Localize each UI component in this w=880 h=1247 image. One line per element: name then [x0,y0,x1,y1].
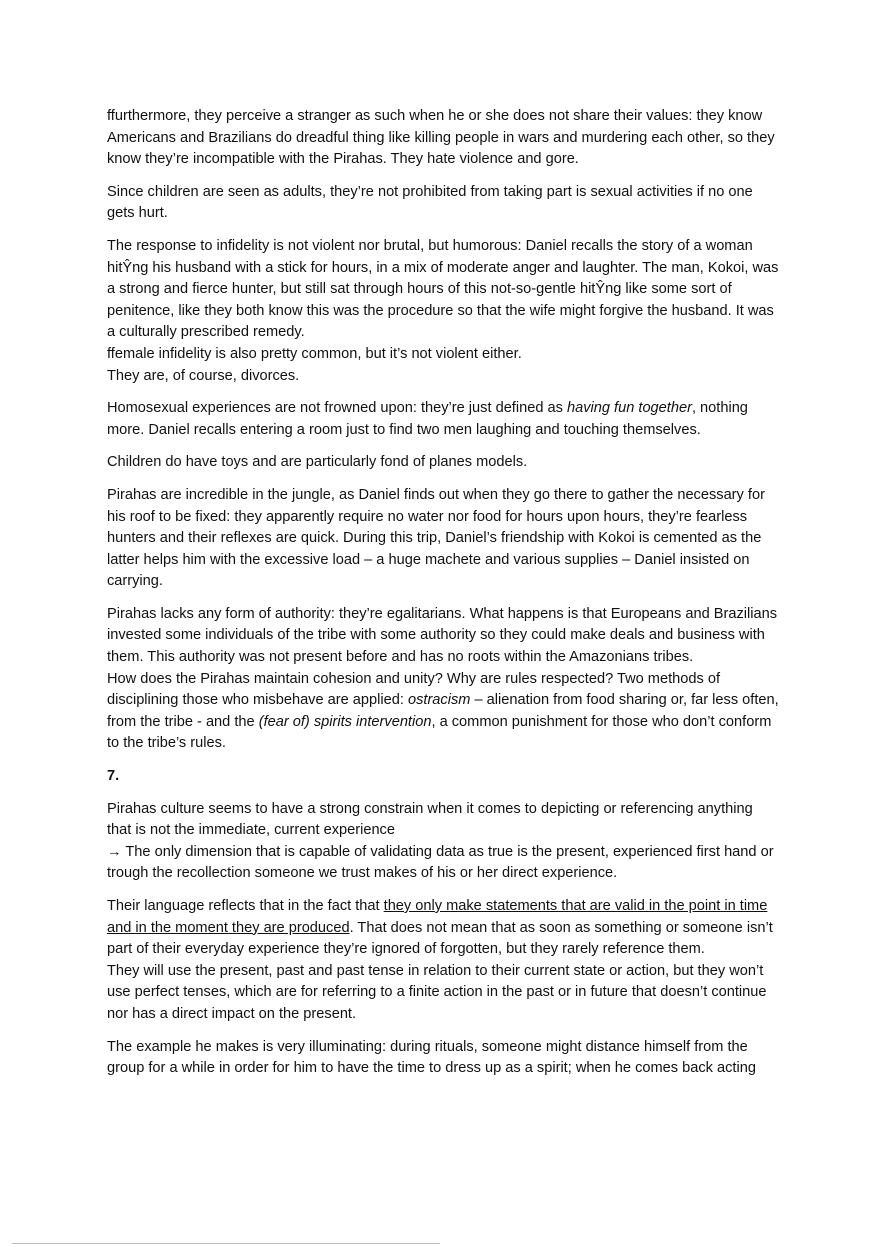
paragraph-jungle: Pirahas are incredible in the jungle, as Daniel finds out when they go there to gather the necessary for his roof to be fixed: they apparently require no water nor food for hours upon hours, they’re fearless hunters and their reflexes are quick. During this trip, Daniel’s friendship with Kokoi is cemented as the latter helps him with the excessive load – a huge machete and various supplies – Daniel insisted on carrying. [107,486,765,590]
ostracism-italic: ostracism [407,692,471,709]
discipline-text-b: – alienation from food sharing or, far less often, from the tribe - and the [107,692,779,730]
language-text [107,896,779,961]
paragraph-toys: Children do have toys and are particularly fond of planes models. [107,454,528,471]
paragraph-rituals: The example he makes is very illuminating: during rituals, someone might distance himself from the group for a while in order for him to have the time to dress up as a spirit; when he comes back acting [107,1038,756,1077]
language-text-b: . That does not mean that as soon as something or someone isn’t part of their everyday experience they’re ignored of forgotten, but they rarely reference them. [107,919,773,958]
language-text-a: Their language reflects that in the fact that [107,898,384,914]
discipline-text [107,669,779,755]
paragraph-authority [107,604,779,755]
present-experience-text: Pirahas culture seems to have a strong constrain when it comes to depicting or referencing anything that is not the immediate, current experience [107,800,753,839]
paragraph-homosexual [107,398,779,441]
document-body [107,106,779,1091]
homosexual-text-a: Homosexual experiences are not frowned upon: they’re just defined as [107,400,567,417]
discipline-text-c: , a common punishment for those who don’t conform to the tribe’s rules. [107,713,772,752]
spirits-italic: (fear of) spirits intervention [258,713,432,730]
paragraph-infidelity [107,236,779,387]
validation-text [107,842,779,885]
paragraph-strangers: ffurthermore, they perceive a stranger as such when he or she does not share their values: they know Americans and Brazilians do dreadful thing like killing people in wars and murdering each other, so they know they’re incompatible with the Pirahas. They hate violence and gore. [107,108,775,168]
discipline-text-a: How does the Pirahas maintain cohesion and unity? Why are rules respected? Two methods of disciplining those who misbehave are applied: [107,670,721,709]
infidelity-text: The response to infidelity is not violent nor brutal, but humorous: Daniel recalls the story of a woman hitŶng his husband with a stick for hours, in a mix of moderate anger and laughter. The man, Kokoi, was a strong and fierce hunter, but still sat through hours of this not-so-gentle hitŶng like some sort of penitence, like they both know this was the procedure so that the wife might forgive the husband. It was a culturally prescribed remedy. [107,237,779,341]
tenses-text: They will use the present, past and past tense in relation to their current state or action, but they won’t use perfect tenses, which are for referring to a finite action in the past or in future that doesn’t continue nor has a direct impact on the present. [107,962,767,1022]
paragraph-language [107,896,779,1026]
authority-text: Pirahas lacks any form of authority: they’re egalitarians. What happens is that Europeans and Brazilians invested some individuals of the tribe with some authority so they could make deals and business with them. This authority was not present before and has no roots within the Amazonians tribes. [107,605,778,666]
divorces-text: They are, of course, divorces. [107,367,300,384]
homosexual-text-b: , nothing more. Daniel recalls entering a room just to find two men laughing and touching themselves. [107,400,748,438]
language-underlined: they only make statements that are valid in the point in time and in the moment they are produced [107,898,768,936]
section-heading-7: 7. [107,768,120,785]
paragraph-children-sexuality: Since children are seen as adults, they’re not prohibited from taking part is sexual activities if no one gets hurt. [107,183,753,222]
female-infidelity-text: ffemale infidelity is also pretty common, but it’s not violent either. [107,345,522,362]
validation-text-body: The only dimension that is capable of validating data as true is the present, experienced first hand or trough the recollection someone we trust makes of his or her direct experience. [107,843,774,882]
footnote-separator [12,1243,440,1244]
homosexual-italic: having fun together [566,400,692,417]
paragraph-present-experience [107,799,779,885]
arrow-right-icon: → [107,843,122,860]
